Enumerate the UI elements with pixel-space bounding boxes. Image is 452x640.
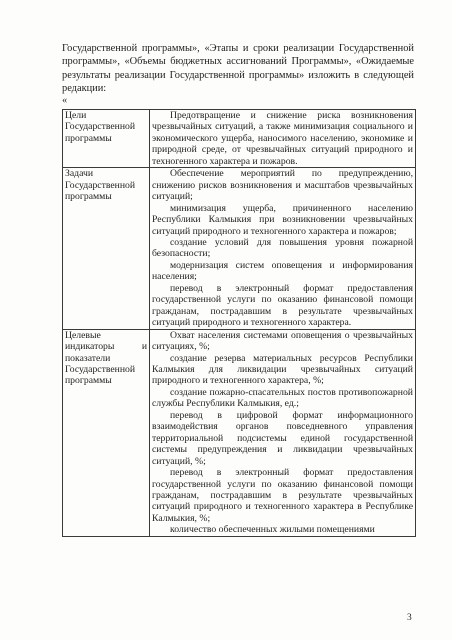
row-content-indicators <box>150 329 416 536</box>
program-passport-table <box>62 109 416 537</box>
table-row <box>63 110 416 168</box>
list-item: Обеспечение мероприятий по предупреждению, снижению рисков возникновения и масштабов чрезвычайных ситуаций; <box>152 168 413 203</box>
table-row <box>63 329 416 536</box>
list-item: перевод в электронный формат предоставления государственной услуги по оказанию финансовой помощи гражданам, пострадавшим в результате чрезвычайных ситуаций природного и техногенного характера в Республике Калмыкия, %; <box>152 467 413 524</box>
list-item: перевод в электронный формат предоставления государственной услуги по оказанию финансовой помощи гражданам, пострадавшим в результате чрезвычайных ситуаций природного и техногенного характера. <box>152 282 413 329</box>
intro-paragraph: Государственной программы», «Этапы и сроки реализации Государственной программы», «Объемы бюджетных ассигнований Программы», «Ожидаемые результаты реализации Государственной программы» изложить в следующей редакции: <box>62 43 414 95</box>
list-item: создание пожарно-спасательных постов противопожарной службы Республики Калмыкия, ед.; <box>152 386 413 410</box>
list-item: модернизация систем оповещения и информирования населения; <box>152 259 413 283</box>
opening-quote-mark: « <box>62 95 68 106</box>
row-label-goals: Цели Государственной программы <box>63 110 150 168</box>
row-label-indicators: Целевые индикаторы и показатели Государственной программы <box>63 329 150 536</box>
list-item: Предотвращение и снижение риска возникновения чрезвычайных ситуаций, а также минимизация социального и экономического ущерба, наносимого населению, экономике и природной среде, от чрезвычайных ситуаций природного и техногенного характера и пожаров. <box>152 110 413 167</box>
list-item: Охват населения системами оповещения о чрезвычайных ситуациях, %; <box>152 329 413 353</box>
list-item: минимизация ущерба, причиненного населению Республики Калмыкия при возникновении чрезвычайных ситуаций природного и техногенного характера и пожаров; <box>152 202 413 237</box>
row-content-tasks <box>150 168 416 329</box>
list-item: создание условий для повышения уровня пожарной безопасности; <box>152 236 413 260</box>
row-content-goals <box>150 110 416 168</box>
list-item: перевод в цифровой формат информационного взаимодействия органов повседневного управления территориальной подсистемы единой государственной системы предупреждения и ликвидации чрезвычайных ситуаций, %; <box>152 409 413 467</box>
page-number: 3 <box>407 613 412 623</box>
row-label-tasks: Задачи Государственной программы <box>63 168 150 329</box>
list-item: создание резерва материальных ресурсов Республики Калмыкия для ликвидации чрезвычайных ситуаций природного и техногенного характера, %; <box>152 352 413 387</box>
list-item: количество обеспеченных жилыми помещениями <box>170 524 375 536</box>
table-row <box>63 168 416 329</box>
